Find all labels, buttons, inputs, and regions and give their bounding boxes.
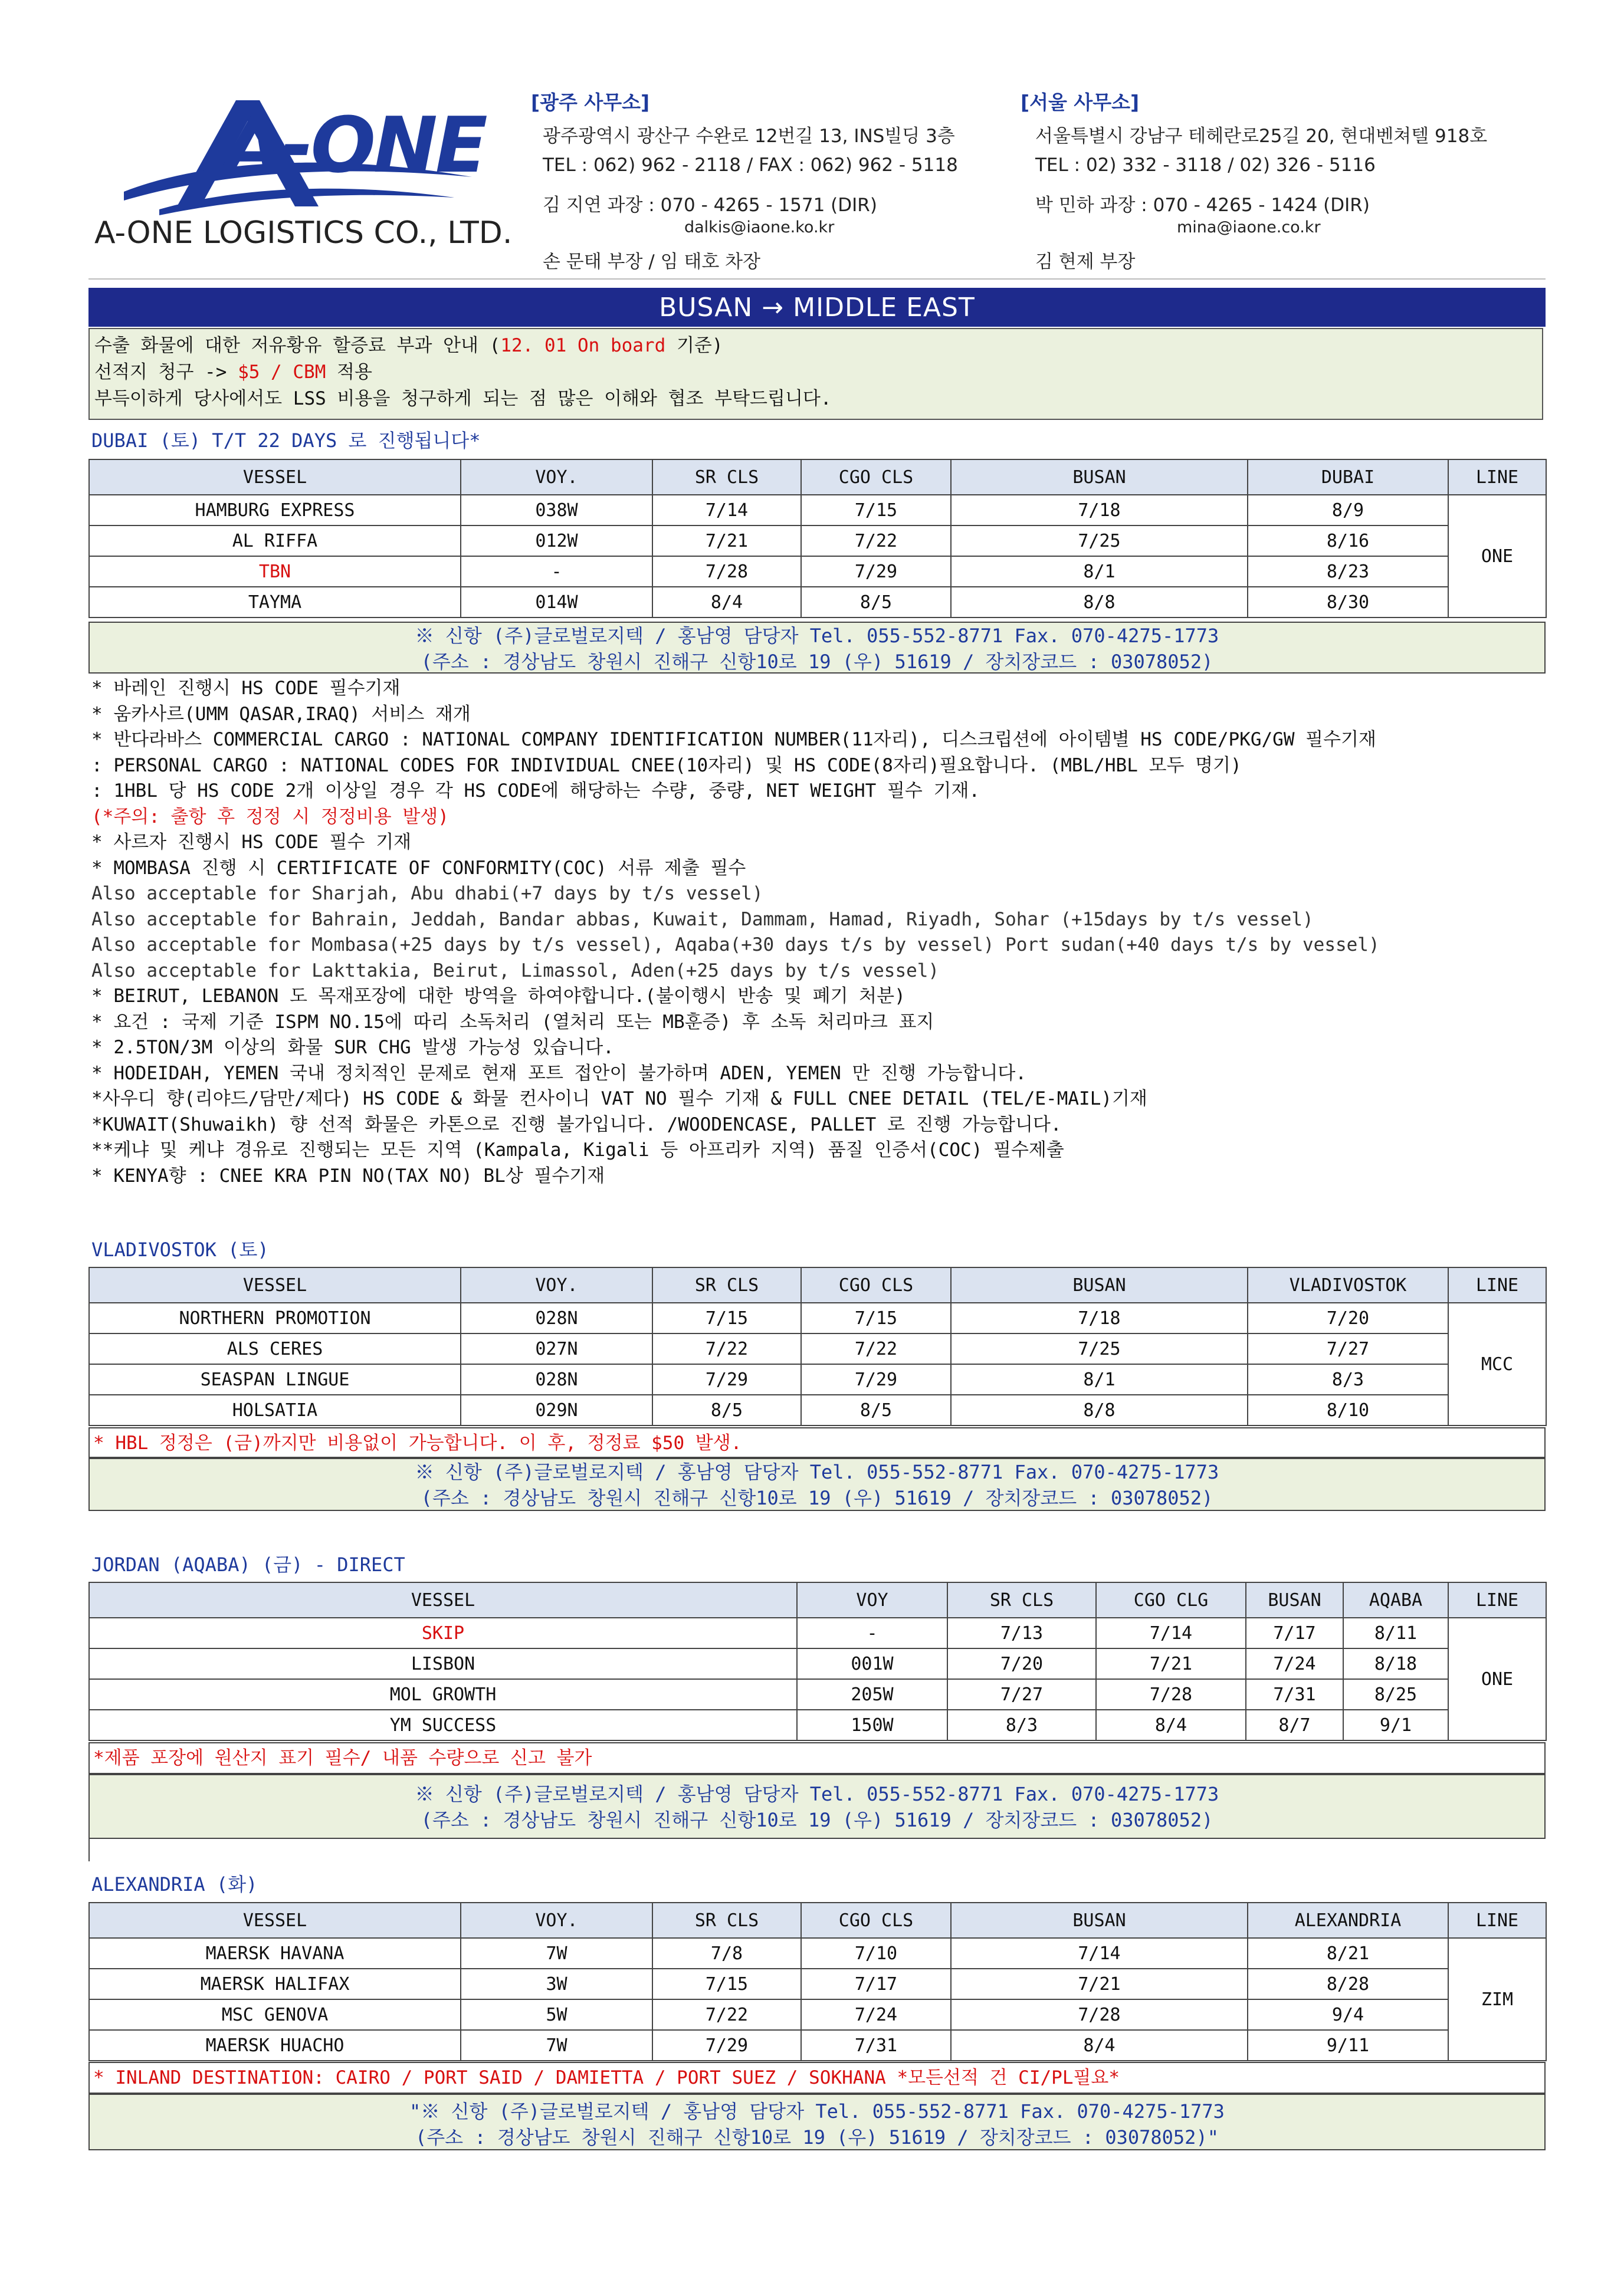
dest-cell: 7/27 <box>1248 1333 1448 1364</box>
sr-cell: 8/4 <box>652 587 801 617</box>
cgo-cell: 8/4 <box>1096 1710 1246 1740</box>
vessel-cell: MAERSK HALIFAX <box>89 1969 461 1999</box>
cgo-cell: 7/21 <box>1096 1648 1246 1679</box>
sr-cell: 7/22 <box>652 1999 801 2030</box>
note-line: * KENYA향 : CNEE KRA PIN NO(TAX NO) BL상 필수기재 <box>91 1165 605 1187</box>
col-voy: VOY. <box>461 459 652 495</box>
col-line: LINE <box>1448 1582 1546 1618</box>
seoul-email[interactable]: mina@iaone.co.kr <box>1177 218 1321 237</box>
vladivostok-remark: * HBL 정정은 (금)까지만 비용없이 가능합니다. 이 후, 정정료 $50 발생. <box>88 1427 1546 1458</box>
terminal-contact: ※ 신항 (주)글로벌로지텍 / 홍남영 담당자 Tel. 055-552-8771 Fax. 070-4275-1773 <box>415 1783 1219 1805</box>
cgo-cell: 7/15 <box>801 495 951 525</box>
sr-cell: 7/21 <box>652 525 801 556</box>
vessel-cell: AL RIFFA <box>89 525 461 556</box>
notice-line-2: 선적지 청구 -> $5 / CBM 적용 <box>94 362 372 383</box>
busan-cell: 8/4 <box>951 2030 1248 2061</box>
dubai-section-title: DUBAI (토) T/T 22 DAYS 로 진행됩니다* <box>91 429 481 452</box>
busan-cell: 7/24 <box>1246 1648 1343 1679</box>
line-cell: MCC <box>1448 1303 1546 1425</box>
busan-cell: 7/14 <box>951 1938 1248 1969</box>
vessel-cell: ALS CERES <box>89 1333 461 1364</box>
dest-cell: 8/28 <box>1248 1969 1448 1999</box>
note-line: * 바레인 진행시 HS CODE 필수기재 <box>91 678 401 699</box>
sr-cell: 7/22 <box>652 1333 801 1364</box>
alexandria-schedule-table <box>88 1902 1547 2061</box>
note-line: * 2.5TON/3M 이상의 화물 SUR CHG 발생 가능성 있습니다. <box>91 1037 614 1058</box>
cgo-cell: 7/15 <box>801 1303 951 1333</box>
terminal-address: (주소 : 경상남도 창원시 진해구 신항10로 19 (우) 51619 / 장치장코드 : 03078052) <box>421 651 1213 673</box>
busan-cell: 8/8 <box>951 1395 1248 1425</box>
sr-cell: 7/28 <box>652 556 801 587</box>
vessel-cell: MAERSK HAVANA <box>89 1938 461 1969</box>
dest-cell: 8/16 <box>1248 525 1448 556</box>
table-row <box>89 556 1546 587</box>
busan-cell: 7/25 <box>951 525 1248 556</box>
terminal-address: (주소 : 경상남도 창원시 진해구 신항10로 19 (우) 51619 / 장치장코드 : 03078052)" <box>415 2126 1219 2149</box>
sr-cell: 7/14 <box>652 495 801 525</box>
alexandria-remark: * INLAND DESTINATION: CAIRO / PORT SAID / DAMIETTA / PORT SUEZ / SOKHANA *모든선적 건 CI/PL필요* <box>88 2062 1546 2094</box>
note-line: Also acceptable for Bahrain, Jeddah, Bandar abbas, Kuwait, Dammam, Hamad, Riyadh, Sohar (+15days by t/s vessel) <box>91 908 1314 930</box>
busan-cell: 8/7 <box>1246 1710 1343 1740</box>
vladivostok-terminal-info <box>88 1458 1546 1511</box>
voy-cell: 027N <box>461 1333 652 1364</box>
dest-cell: 8/11 <box>1343 1618 1448 1648</box>
gwangju-contact: 김 지연 과장 : 070 - 4265 - 1571 (DIR) <box>543 195 877 216</box>
notice-line-1: 수출 화물에 대한 저유황유 할증료 부과 안내 (12. 01 On board 기준) <box>94 335 723 356</box>
cgo-cell: 7/29 <box>801 556 951 587</box>
col-vessel: VESSEL <box>89 1903 461 1938</box>
vessel-cell: HOLSATIA <box>89 1395 461 1425</box>
dubai-schedule-table <box>88 459 1547 618</box>
col-vessel: VESSEL <box>89 1582 797 1618</box>
vessel-cell: YM SUCCESS <box>89 1710 797 1740</box>
voy-cell: 7W <box>461 2030 652 2061</box>
col-cgo-cls: CGO CLS <box>801 459 951 495</box>
vessel-cell: TBN <box>89 556 461 587</box>
col-cgo-clg: CGO CLG <box>1096 1582 1246 1618</box>
jordan-section-title: JORDAN (AQABA) (금) - DIRECT <box>91 1553 405 1576</box>
voy-cell: 029N <box>461 1395 652 1425</box>
dest-cell: 8/30 <box>1248 587 1448 617</box>
col-sr-cls: SR CLS <box>652 1267 801 1303</box>
cgo-cell: 7/17 <box>801 1969 951 1999</box>
voy-cell: 205W <box>797 1679 947 1710</box>
dest-cell: 8/23 <box>1248 556 1448 587</box>
vessel-cell: MAERSK HUACHO <box>89 2030 461 2061</box>
table-header-row <box>89 1582 1546 1618</box>
vessel-cell: MOL GROWTH <box>89 1679 797 1710</box>
table-row <box>89 1618 1546 1648</box>
note-line: : 1HBL 당 HS CODE 2개 이상일 경우 각 HS CODE에 해당하는 수량, 중량, NET WEIGHT 필수 기재. <box>91 780 980 802</box>
jordan-remark: *제품 포장에 원산지 표기 필수/ 내품 수량으로 신고 불가 <box>88 1742 1546 1774</box>
dest-cell: 8/9 <box>1248 495 1448 525</box>
dubai-terminal-info <box>88 622 1546 674</box>
table-header-row <box>89 1903 1546 1938</box>
col-busan: BUSAN <box>951 459 1248 495</box>
vessel-cell: TAYMA <box>89 587 461 617</box>
cgo-cell: 7/28 <box>1096 1679 1246 1710</box>
table-row <box>89 1710 1546 1740</box>
col-cgo-cls: CGO CLS <box>801 1903 951 1938</box>
col-cgo-cls: CGO CLS <box>801 1267 951 1303</box>
note-line: **케냐 및 케냐 경유로 진행되는 모든 지역 (Kampala, Kigali 등 아프리카 지역) 품질 인증서(COC) 필수제출 <box>91 1139 1064 1161</box>
cgo-cell: 7/31 <box>801 2030 951 2061</box>
col-destination: ALEXANDRIA <box>1248 1903 1448 1938</box>
table-row <box>89 1938 1546 1969</box>
voy-cell: 028N <box>461 1364 652 1395</box>
col-destination: DUBAI <box>1248 459 1448 495</box>
vessel-cell: HAMBURG EXPRESS <box>89 495 461 525</box>
dest-cell: 8/3 <box>1248 1364 1448 1395</box>
busan-cell: 8/1 <box>951 1364 1248 1395</box>
table-header-row <box>89 459 1546 495</box>
jordan-schedule-table <box>88 1582 1547 1741</box>
dest-cell: 9/11 <box>1248 2030 1448 2061</box>
note-line: * BEIRUT, LEBANON 도 목재포장에 대한 방역을 하여야합니다.(불이행시 반송 및 폐기 처분) <box>91 986 905 1007</box>
seoul-staff: 김 현제 부장 <box>1035 251 1136 272</box>
table-row <box>89 1969 1546 1999</box>
table-row <box>89 1999 1546 2030</box>
busan-cell: 7/18 <box>951 1303 1248 1333</box>
col-voy: VOY. <box>461 1267 652 1303</box>
notice-line-3: 부득이하게 당사에서도 LSS 비용을 청구하게 되는 점 많은 이해와 협조 부탁드립니다. <box>94 388 832 409</box>
note-line: * 움카사르(UMM QASAR,IRAQ) 서비스 재개 <box>91 703 471 725</box>
seoul-address: 서울특별시 강남구 테헤란로25길 20, 현대벤쳐텔 918호 <box>1035 126 1488 147</box>
dest-cell: 8/10 <box>1248 1395 1448 1425</box>
busan-cell: 7/28 <box>951 1999 1248 2030</box>
cgo-cell: 7/29 <box>801 1364 951 1395</box>
seoul-contact: 박 민하 과장 : 070 - 4265 - 1424 (DIR) <box>1035 195 1370 216</box>
dest-cell: 9/1 <box>1343 1710 1448 1740</box>
line-cell: ONE <box>1448 1618 1546 1740</box>
col-vessel: VESSEL <box>89 1267 461 1303</box>
line-cell: ONE <box>1448 495 1546 617</box>
vessel-cell: SKIP <box>89 1618 797 1648</box>
voy-cell: 014W <box>461 587 652 617</box>
sr-cell: 8/3 <box>947 1710 1096 1740</box>
vessel-cell: NORTHERN PROMOTION <box>89 1303 461 1333</box>
dubai-notes <box>91 676 1380 1189</box>
vessel-cell: LISBON <box>89 1648 797 1679</box>
busan-cell: 8/8 <box>951 587 1248 617</box>
note-line: Also acceptable for Mombasa(+25 days by t/s vessel), Aqaba(+30 days t/s by vessel) Port sudan(+40 days t/s by vessel) <box>91 934 1380 955</box>
terminal-contact: "※ 신항 (주)글로벌로지텍 / 홍남영 담당자 Tel. 055-552-8771 Fax. 070-4275-1773 <box>409 2100 1225 2123</box>
cgo-cell: 7/22 <box>801 525 951 556</box>
col-sr-cls: SR CLS <box>652 459 801 495</box>
dest-cell: 9/4 <box>1248 1999 1448 2030</box>
alexandria-terminal-info <box>88 2094 1546 2150</box>
terminal-address: (주소 : 경상남도 창원시 진해구 신항10로 19 (우) 51619 / 장치장코드 : 03078052) <box>421 1809 1213 1831</box>
gwangju-office-title: [광주 사무소] <box>531 91 650 114</box>
sr-cell: 8/5 <box>652 1395 801 1425</box>
col-line: LINE <box>1448 1267 1546 1303</box>
col-destination: AQABA <box>1343 1582 1448 1618</box>
jordan-terminal-info <box>88 1774 1546 1839</box>
table-row <box>89 2030 1546 2061</box>
col-busan: BUSAN <box>951 1903 1248 1938</box>
col-vessel: VESSEL <box>89 459 461 495</box>
sr-cell: 7/15 <box>652 1969 801 1999</box>
busan-cell: 7/25 <box>951 1333 1248 1364</box>
voy-cell: 7W <box>461 1938 652 1969</box>
note-line: * 반다라바스 COMMERCIAL CARGO : NATIONAL COMPANY IDENTIFICATION NUMBER(11자리), 디스크립션에 아이템별 HS CODE/PKG/GW 필수기재 <box>91 729 1376 750</box>
terminal-contact: ※ 신항 (주)글로벌로지텍 / 홍남영 담당자 Tel. 055-552-8771 Fax. 070-4275-1773 <box>415 1461 1219 1483</box>
dest-cell: 8/25 <box>1343 1679 1448 1710</box>
logo-brand: A-ONE <box>224 100 485 190</box>
col-sr-cls: SR CLS <box>652 1903 801 1938</box>
voy-cell: 012W <box>461 525 652 556</box>
sr-cell: 7/15 <box>652 1303 801 1333</box>
logo-company-name: A-ONE LOGISTICS CO., LTD. <box>94 215 513 251</box>
vessel-cell: SEASPAN LINGUE <box>89 1364 461 1395</box>
sr-cell: 7/29 <box>652 1364 801 1395</box>
voy-cell: - <box>461 556 652 587</box>
company-logo <box>88 88 513 265</box>
table-row <box>89 1364 1546 1395</box>
table-header-row <box>89 1267 1546 1303</box>
sr-cell: 7/20 <box>947 1648 1096 1679</box>
table-row <box>89 1648 1546 1679</box>
voy-cell: - <box>797 1618 947 1648</box>
table-row <box>89 1679 1546 1710</box>
col-busan: BUSAN <box>1246 1582 1343 1618</box>
sr-cell: 7/8 <box>652 1938 801 1969</box>
vessel-cell: MSC GENOVA <box>89 1999 461 2030</box>
cgo-cell: 7/10 <box>801 1938 951 1969</box>
header-divider <box>88 278 1546 280</box>
table-row <box>89 587 1546 617</box>
table-edge-divider <box>88 1839 90 1861</box>
note-line: Also acceptable for Lakttakia, Beirut, Limassol, Aden(+25 days by t/s vessel) <box>91 960 940 981</box>
voy-cell: 028N <box>461 1303 652 1333</box>
voy-cell: 150W <box>797 1710 947 1740</box>
dest-cell: 8/18 <box>1343 1648 1448 1679</box>
col-destination: VLADIVOSTOK <box>1248 1267 1448 1303</box>
sr-cell: 7/13 <box>947 1618 1096 1648</box>
busan-cell: 8/1 <box>951 556 1248 587</box>
gwangju-address: 광주광역시 광산구 수완로 12번길 13, INS빌딩 3층 <box>543 126 955 147</box>
line-cell: ZIM <box>1448 1938 1546 2061</box>
gwangju-tel: TEL : 062) 962 - 2118 / FAX : 062) 962 - 5118 <box>543 155 958 176</box>
col-voy: VOY. <box>461 1903 652 1938</box>
col-voy: VOY <box>797 1582 947 1618</box>
table-row <box>89 495 1546 525</box>
voy-cell: 3W <box>461 1969 652 1999</box>
table-row <box>89 1395 1546 1425</box>
col-line: LINE <box>1448 1903 1546 1938</box>
lss-notice <box>88 328 1543 420</box>
note-line: (*주의: 출항 후 정정 시 정정비용 발생) <box>91 806 449 827</box>
gwangju-email[interactable]: dalkis@iaone.ko.kr <box>684 218 835 237</box>
table-row <box>89 525 1546 556</box>
note-line: * HODEIDAH, YEMEN 국내 정치적인 문제로 현재 포트 접안이 불가하며 ADEN, YEMEN 만 진행 가능합니다. <box>91 1062 1027 1084</box>
col-busan: BUSAN <box>951 1267 1248 1303</box>
vladivostok-section-title: VLADIVOSTOK (토) <box>91 1239 269 1261</box>
note-line: : PERSONAL CARGO : NATIONAL CODES FOR INDIVIDUAL CNEE(10자리) 및 HS CODE(8자리)필요합니다. (MBL/HBL 모두 명기) <box>91 754 1242 776</box>
note-line: * 사르자 진행시 HS CODE 필수 기재 <box>91 832 412 853</box>
terminal-address: (주소 : 경상남도 창원시 진해구 신항10로 19 (우) 51619 / 장치장코드 : 03078052) <box>421 1487 1213 1509</box>
dest-cell: 8/21 <box>1248 1938 1448 1969</box>
route-banner: BUSAN → MIDDLE EAST <box>88 288 1546 327</box>
sr-cell: 7/29 <box>652 2030 801 2061</box>
note-line: *사우디 향(리야드/담만/제다) HS CODE & 화물 컨사이니 VAT NO 필수 기재 & FULL CNEE DETAIL (TEL/E-MAIL)기재 <box>91 1088 1147 1109</box>
seoul-office-title: [서울 사무소] <box>1021 91 1140 114</box>
busan-cell: 7/18 <box>951 495 1248 525</box>
voy-cell: 038W <box>461 495 652 525</box>
vladivostok-schedule-table <box>88 1267 1547 1426</box>
busan-cell: 7/21 <box>951 1969 1248 1999</box>
table-row <box>89 1333 1546 1364</box>
note-line: Also acceptable for Sharjah, Abu dhabi(+7 days by t/s vessel) <box>91 883 763 904</box>
voy-cell: 001W <box>797 1648 947 1679</box>
terminal-contact: ※ 신항 (주)글로벌로지텍 / 홍남영 담당자 Tel. 055-552-8771 Fax. 070-4275-1773 <box>415 625 1219 647</box>
cgo-cell: 8/5 <box>801 1395 951 1425</box>
seoul-tel: TEL : 02) 332 - 3118 / 02) 326 - 5116 <box>1035 155 1376 176</box>
alexandria-section-title: ALEXANDRIA (화) <box>91 1873 258 1896</box>
table-row <box>89 1303 1546 1333</box>
sr-cell: 7/27 <box>947 1679 1096 1710</box>
note-line: *KUWAIT(Shuwaikh) 향 선적 화물은 카톤으로 진행 불가입니다. /WOODENCASE, PALLET 로 진행 가능합니다. <box>91 1113 1062 1135</box>
col-sr-cls: SR CLS <box>947 1582 1096 1618</box>
gwangju-staff: 손 문태 부장 / 임 태호 차장 <box>543 251 761 272</box>
voy-cell: 5W <box>461 1999 652 2030</box>
col-line: LINE <box>1448 459 1546 495</box>
cgo-cell: 7/14 <box>1096 1618 1246 1648</box>
cgo-cell: 8/5 <box>801 587 951 617</box>
cgo-cell: 7/24 <box>801 1999 951 2030</box>
busan-cell: 7/17 <box>1246 1618 1343 1648</box>
note-line: * 요건 : 국제 기준 ISPM NO.15에 따리 소독처리 (열처리 또는 MB훈증) 후 소독 처리마크 표지 <box>91 1011 934 1033</box>
dest-cell: 7/20 <box>1248 1303 1448 1333</box>
cgo-cell: 7/22 <box>801 1333 951 1364</box>
note-line: * MOMBASA 진행 시 CERTIFICATE OF CONFORMITY(COC) 서류 제출 필수 <box>91 857 746 879</box>
busan-cell: 7/31 <box>1246 1679 1343 1710</box>
